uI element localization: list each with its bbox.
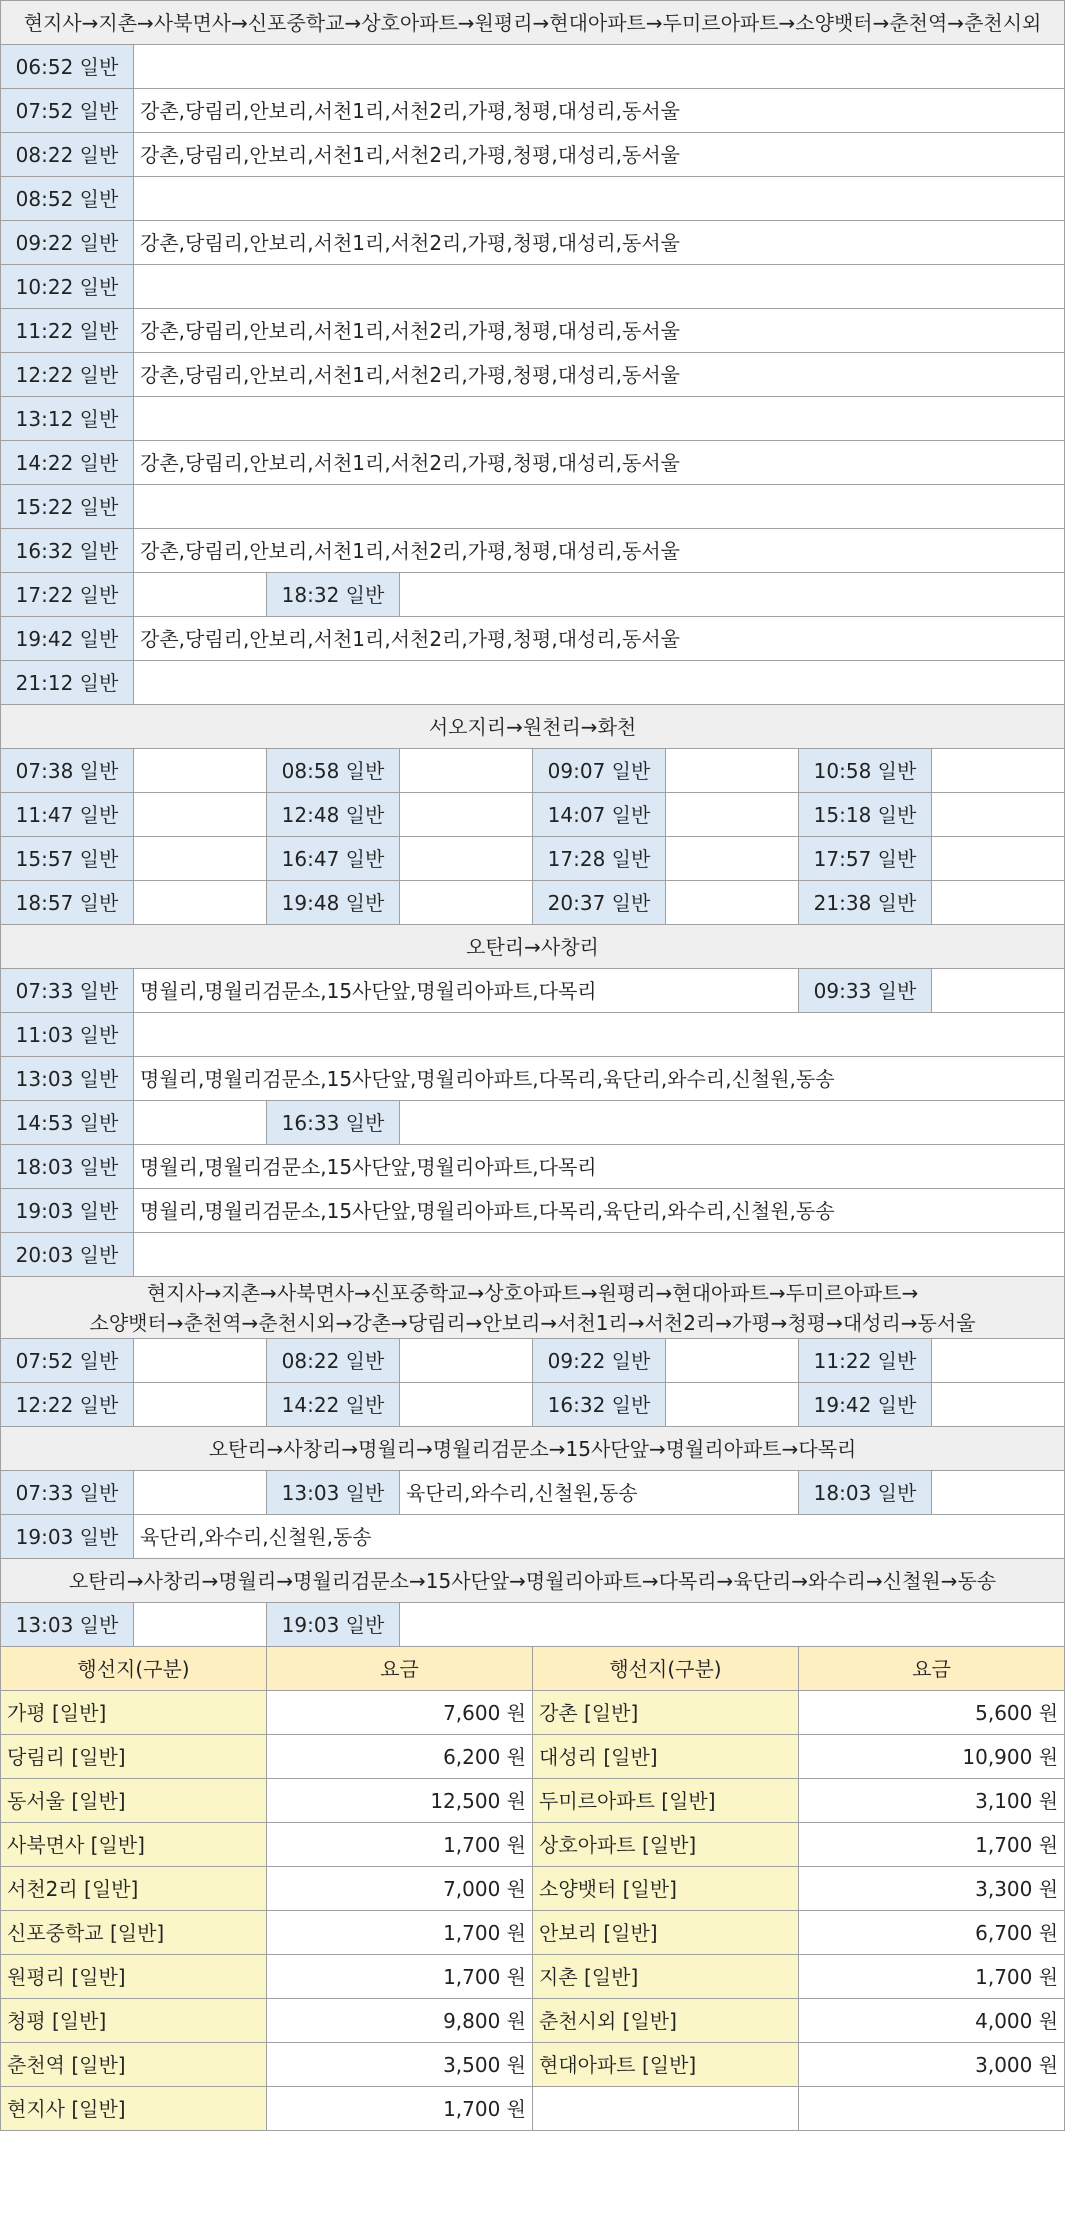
departure-time: 18:32 일반 (267, 573, 400, 617)
departure-time: 08:52 일반 (1, 177, 134, 221)
table-row (1, 1145, 1065, 1189)
fare-price: 10,900 원 (799, 1735, 1065, 1779)
empty-cell (666, 749, 799, 793)
empty-cell (400, 793, 533, 837)
fare-price: 1,700 원 (267, 1955, 533, 1999)
table-row (1, 1559, 1065, 1603)
fare-price: 3,300 원 (799, 1867, 1065, 1911)
departure-time: 17:22 일반 (1, 573, 134, 617)
table-row (1, 529, 1065, 573)
table-row (1, 309, 1065, 353)
departure-time: 20:37 일반 (533, 881, 666, 925)
empty-cell (134, 837, 267, 881)
fare-price: 9,800 원 (267, 1999, 533, 2043)
stop-list: 명월리,명월리검문소,15사단앞,명월리아파트,다목리,육단리,와수리,신철원,동송 (134, 1189, 1065, 1233)
table-row (1, 1013, 1065, 1057)
departure-time: 07:52 일반 (1, 1339, 134, 1383)
empty-cell (134, 881, 267, 925)
empty-cell (400, 749, 533, 793)
departure-time: 09:22 일반 (1, 221, 134, 265)
departure-time: 08:22 일반 (1, 133, 134, 177)
departure-time: 19:03 일반 (1, 1189, 134, 1233)
fare-destination: 당림리 [일반] (1, 1735, 267, 1779)
departure-time: 18:03 일반 (799, 1471, 932, 1515)
departure-time: 16:32 일반 (533, 1383, 666, 1427)
empty-cell (134, 1603, 267, 1647)
departure-time: 16:32 일반 (1, 529, 134, 573)
stop-list: 명월리,명월리검문소,15사단앞,명월리아파트,다목리,육단리,와수리,신철원,동송 (134, 1057, 1065, 1101)
departure-time: 19:03 일반 (1, 1515, 134, 1559)
departure-time: 14:22 일반 (1, 441, 134, 485)
departure-time: 13:03 일반 (267, 1471, 400, 1515)
fare-destination: 소양뱃터 [일반] (533, 1867, 799, 1911)
departure-time: 06:52 일반 (1, 45, 134, 89)
empty-cell (932, 793, 1065, 837)
table-row (1, 1277, 1065, 1339)
table-row (1, 1471, 1065, 1515)
fare-destination: 두미르아파트 [일반] (533, 1779, 799, 1823)
departure-time: 13:03 일반 (1, 1603, 134, 1647)
table-row (1, 133, 1065, 177)
route-header: 오탄리→사창리 (1, 925, 1065, 969)
fare-price: 12,500 원 (267, 1779, 533, 1823)
table-row (1, 1515, 1065, 1559)
stop-list: 강촌,당림리,안보리,서천1리,서천2리,가평,청평,대성리,동서울 (134, 89, 1065, 133)
route-header: 오탄리→사창리→명월리→명월리검문소→15사단앞→명월리아파트→다목리 (1, 1427, 1065, 1471)
fare-destination: 현대아파트 [일반] (533, 2043, 799, 2087)
departure-time: 08:58 일반 (267, 749, 400, 793)
stop-list: 육단리,와수리,신철원,동송 (400, 1471, 799, 1515)
empty-cell (134, 485, 1065, 529)
table-row (1, 793, 1065, 837)
departure-time: 12:48 일반 (267, 793, 400, 837)
fare-destination: 강촌 [일반] (533, 1691, 799, 1735)
departure-time: 09:07 일반 (533, 749, 666, 793)
table-row (1, 1823, 1065, 1867)
fare-header-price: 요금 (267, 1647, 533, 1691)
table-row (1, 1647, 1065, 1691)
table-row (1, 397, 1065, 441)
table-row (1, 1867, 1065, 1911)
stop-list: 강촌,당림리,안보리,서천1리,서천2리,가평,청평,대성리,동서울 (134, 353, 1065, 397)
empty-cell (932, 881, 1065, 925)
table-row (1, 749, 1065, 793)
empty-cell (134, 749, 267, 793)
empty-cell (134, 661, 1065, 705)
departure-time: 16:33 일반 (267, 1101, 400, 1145)
fare-price: 4,000 원 (799, 1999, 1065, 2043)
table-row (1, 1057, 1065, 1101)
table-row (1, 89, 1065, 133)
fare-price: 3,100 원 (799, 1779, 1065, 1823)
fare-destination: 춘천시외 [일반] (533, 1999, 799, 2043)
table-row (1, 1999, 1065, 2043)
route-header-line: 현지사→지촌→사북면사→신포중학교→상호아파트→원평리→현대아파트→두미르아파트→ (146, 1280, 919, 1305)
table-row (1, 1735, 1065, 1779)
fare-destination: 상호아파트 [일반] (533, 1823, 799, 1867)
departure-time: 09:33 일반 (799, 969, 932, 1013)
table-row (1, 1233, 1065, 1277)
table-row (1, 1189, 1065, 1233)
departure-time: 17:57 일반 (799, 837, 932, 881)
departure-time: 11:22 일반 (1, 309, 134, 353)
fare-header-destination: 행선지(구분) (533, 1647, 799, 1691)
table-row (1, 1383, 1065, 1427)
departure-time: 21:12 일반 (1, 661, 134, 705)
empty-cell (134, 793, 267, 837)
fare-destination: 신포중학교 [일반] (1, 1911, 267, 1955)
empty-cell (134, 1339, 267, 1383)
departure-time: 20:03 일반 (1, 1233, 134, 1277)
departure-time: 12:22 일반 (1, 1383, 134, 1427)
departure-time: 07:33 일반 (1, 1471, 134, 1515)
empty-cell (932, 749, 1065, 793)
empty-cell (400, 1339, 533, 1383)
empty-cell (134, 177, 1065, 221)
departure-time: 07:38 일반 (1, 749, 134, 793)
stop-list: 강촌,당림리,안보리,서천1리,서천2리,가평,청평,대성리,동서울 (134, 529, 1065, 573)
table-row (1, 1101, 1065, 1145)
fare-price: 1,700 원 (799, 1955, 1065, 1999)
fare-price: 1,700 원 (267, 1823, 533, 1867)
departure-time: 14:07 일반 (533, 793, 666, 837)
table-row (1, 1339, 1065, 1383)
empty-cell (400, 1603, 1065, 1647)
departure-time: 19:42 일반 (1, 617, 134, 661)
table-row (1, 353, 1065, 397)
departure-time: 18:57 일반 (1, 881, 134, 925)
table-row (1, 1955, 1065, 1999)
empty-cell (134, 397, 1065, 441)
stop-list: 강촌,당림리,안보리,서천1리,서천2리,가평,청평,대성리,동서울 (134, 617, 1065, 661)
fare-price: 1,700 원 (267, 2087, 533, 2131)
empty-cell (932, 1339, 1065, 1383)
empty-cell (533, 2087, 799, 2131)
departure-time: 13:12 일반 (1, 397, 134, 441)
table-row (1, 1603, 1065, 1647)
table-row (1, 177, 1065, 221)
route-header: 오탄리→사창리→명월리→명월리검문소→15사단앞→명월리아파트→다목리→육단리→와수리→신철원→동송 (1, 1559, 1065, 1603)
empty-cell (134, 1383, 267, 1427)
table-row (1, 969, 1065, 1013)
stop-list: 강촌,당림리,안보리,서천1리,서천2리,가평,청평,대성리,동서울 (134, 221, 1065, 265)
fare-price: 3,500 원 (267, 2043, 533, 2087)
stop-list: 육단리,와수리,신철원,동송 (134, 1515, 1065, 1559)
departure-time: 15:57 일반 (1, 837, 134, 881)
empty-cell (666, 1383, 799, 1427)
departure-time: 11:22 일반 (799, 1339, 932, 1383)
departure-time: 13:03 일반 (1, 1057, 134, 1101)
departure-time: 18:03 일반 (1, 1145, 134, 1189)
fare-price: 7,600 원 (267, 1691, 533, 1735)
empty-cell (932, 969, 1065, 1013)
fare-price: 6,700 원 (799, 1911, 1065, 1955)
table-row (1, 265, 1065, 309)
table-row (1, 881, 1065, 925)
empty-cell (666, 837, 799, 881)
fare-destination: 지촌 [일반] (533, 1955, 799, 1999)
table-row (1, 705, 1065, 749)
empty-cell (134, 1471, 267, 1515)
fare-destination: 안보리 [일반] (533, 1911, 799, 1955)
departure-time: 07:33 일반 (1, 969, 134, 1013)
departure-time: 14:53 일반 (1, 1101, 134, 1145)
empty-cell (400, 573, 1065, 617)
departure-time: 17:28 일반 (533, 837, 666, 881)
empty-cell (400, 1101, 1065, 1145)
empty-cell (134, 573, 267, 617)
route-header: 서오지리→원천리→화천 (1, 705, 1065, 749)
departure-time: 12:22 일반 (1, 353, 134, 397)
stop-list: 명월리,명월리검문소,15사단앞,명월리아파트,다목리 (134, 1145, 1065, 1189)
departure-time: 21:38 일반 (799, 881, 932, 925)
table-row (1, 1691, 1065, 1735)
table-row (1, 925, 1065, 969)
table-row (1, 1, 1065, 45)
stop-list: 명월리,명월리검문소,15사단앞,명월리아파트,다목리 (134, 969, 799, 1013)
empty-cell (134, 1233, 1065, 1277)
empty-cell (134, 1101, 267, 1145)
departure-time: 19:48 일반 (267, 881, 400, 925)
fare-destination: 대성리 [일반] (533, 1735, 799, 1779)
fare-price: 7,000 원 (267, 1867, 533, 1911)
departure-time: 11:03 일반 (1, 1013, 134, 1057)
fare-price: 3,000 원 (799, 2043, 1065, 2087)
table-row (1, 441, 1065, 485)
fare-price: 5,600 원 (799, 1691, 1065, 1735)
empty-cell (666, 881, 799, 925)
fare-destination: 가평 [일반] (1, 1691, 267, 1735)
route-header-line: 소양뱃터→춘천역→춘천시외→강촌→당림리→안보리→서천1리→서천2리→가평→청평→대성리→동서울 (89, 1310, 976, 1335)
empty-cell (666, 793, 799, 837)
departure-time: 15:18 일반 (799, 793, 932, 837)
departure-time: 10:22 일반 (1, 265, 134, 309)
stop-list: 강촌,당림리,안보리,서천1리,서천2리,가평,청평,대성리,동서울 (134, 133, 1065, 177)
empty-cell (134, 265, 1065, 309)
stop-list: 강촌,당림리,안보리,서천1리,서천2리,가평,청평,대성리,동서울 (134, 441, 1065, 485)
empty-cell (400, 1383, 533, 1427)
departure-time: 10:58 일반 (799, 749, 932, 793)
stop-list: 강촌,당림리,안보리,서천1리,서천2리,가평,청평,대성리,동서울 (134, 309, 1065, 353)
table-row (1, 1779, 1065, 1823)
table-row (1, 485, 1065, 529)
empty-cell (134, 1013, 1065, 1057)
route-header: 현지사→지촌→사북면사→신포중학교→상호아파트→원평리→현대아파트→두미르아파트→소양뱃터→춘천역→춘천시외 (1, 1, 1065, 45)
empty-cell (932, 1471, 1065, 1515)
table-row (1, 221, 1065, 265)
departure-time: 09:22 일반 (533, 1339, 666, 1383)
departure-time: 15:22 일반 (1, 485, 134, 529)
table-row (1, 2043, 1065, 2087)
fare-destination: 청평 [일반] (1, 1999, 267, 2043)
departure-time: 08:22 일반 (267, 1339, 400, 1383)
fare-price: 1,700 원 (267, 1911, 533, 1955)
empty-cell (400, 881, 533, 925)
empty-cell (799, 2087, 1065, 2131)
fare-destination: 서천2리 [일반] (1, 1867, 267, 1911)
empty-cell (932, 1383, 1065, 1427)
departure-time: 14:22 일반 (267, 1383, 400, 1427)
empty-cell (666, 1339, 799, 1383)
fare-destination: 원평리 [일반] (1, 1955, 267, 1999)
table-row (1, 573, 1065, 617)
empty-cell (932, 837, 1065, 881)
table-row (1, 1427, 1065, 1471)
fare-price: 1,700 원 (799, 1823, 1065, 1867)
table-row (1, 661, 1065, 705)
table-row (1, 837, 1065, 881)
table-row (1, 45, 1065, 89)
table-row (1, 1911, 1065, 1955)
empty-cell (400, 837, 533, 881)
fare-price: 6,200 원 (267, 1735, 533, 1779)
fare-destination: 동서울 [일반] (1, 1779, 267, 1823)
table-row (1, 617, 1065, 661)
departure-time: 19:42 일반 (799, 1383, 932, 1427)
departure-time: 11:47 일반 (1, 793, 134, 837)
table-row (1, 2087, 1065, 2131)
fare-header-price: 요금 (799, 1647, 1065, 1691)
fare-header-destination: 행선지(구분) (1, 1647, 267, 1691)
empty-cell (134, 45, 1065, 89)
fare-destination: 현지사 [일반] (1, 2087, 267, 2131)
route-header (1, 1277, 1065, 1339)
fare-destination: 춘천역 [일반] (1, 2043, 267, 2087)
departure-time: 19:03 일반 (267, 1603, 400, 1647)
departure-time: 07:52 일반 (1, 89, 134, 133)
fare-destination: 사북면사 [일반] (1, 1823, 267, 1867)
departure-time: 16:47 일반 (267, 837, 400, 881)
